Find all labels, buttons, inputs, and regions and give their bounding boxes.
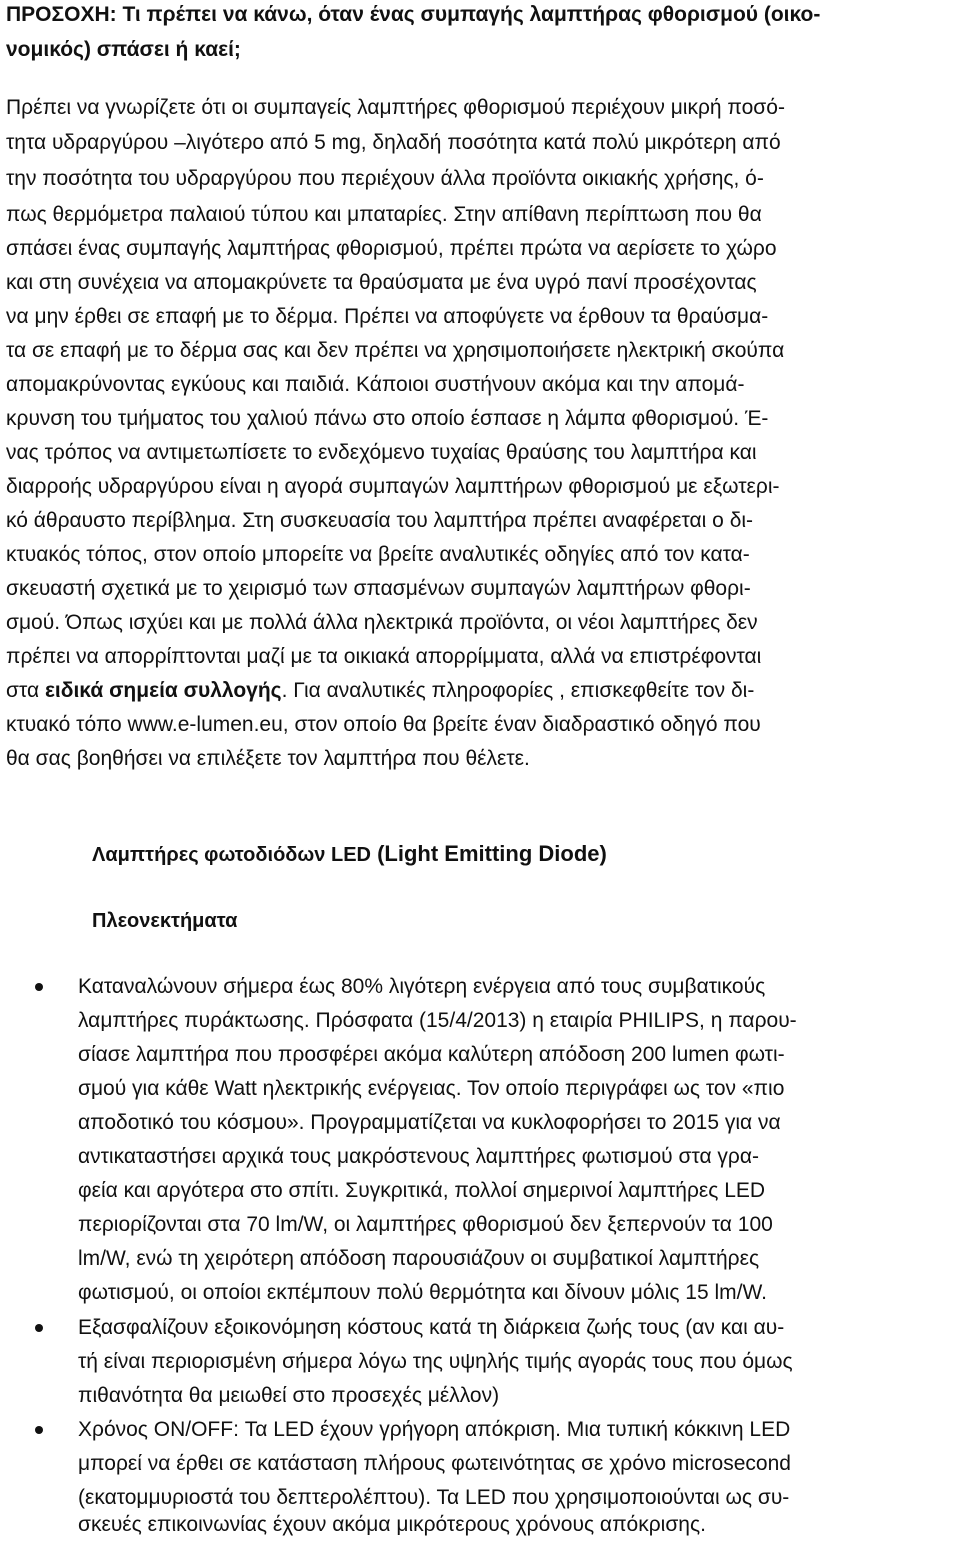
bullet-line: αντικαταστήσει αρχικά τους μακρόστενους λαμπτήρες φωτισμού στα γρα- <box>78 1145 759 1168</box>
warning-body-line: κτυακός τόπος, στον οποίο μπορείτε να βρείτε αναλυτικές οδηγίες από τον κατα- <box>6 543 750 566</box>
warning-body-line: σκευαστή σχετικά με το χειρισμό των σπασμένων συμπαγών λαμπτήρων φθορι- <box>6 577 751 600</box>
warning-body-line: πρέπει να απορρίπτονται μαζί με τα οικιακά απορρίμματα, αλλά να επιστρέφονται <box>6 645 762 668</box>
warning-title-line-1: ΠΡΟΣΟΧΗ: Τι πρέπει να κάνω, όταν ένας συμπαγής λαμπτήρας φθορισμού (οικο- <box>6 3 821 26</box>
warning-body-line: τητα υδραργύρου –λιγότερο από 5 mg, δηλαδή ποσότητα κατά πολύ μικρότερη από <box>6 131 781 154</box>
warning-body-line: κρυνση του τμήματος του χαλιού πάνω στο οποίο έσπασε η λάμπα φθορισμού. Έ- <box>6 407 769 430</box>
warning-body-line: την ποσότητα του υδραργύρου που περιέχουν άλλα προϊόντα οικιακής χρήσης, ό- <box>6 167 764 190</box>
advantages-subheading: Πλεονεκτήματα <box>92 910 238 932</box>
warning-body-line: κό άθραυστο περίβλημα. Στη συσκευασία του λαμπτήρα πρέπει αναφέρεται ο δι- <box>6 509 754 532</box>
bullet-line: λαμπτήρες πυράκτωσης. Πρόσφατα (15/4/2013) η εταιρία PHILIPS, η παρου- <box>78 1009 797 1032</box>
bullet-line: Καταναλώνουν σήμερα έως 80% λιγότερη ενέργεια από τους συμβατικούς <box>78 975 766 998</box>
bullet-line: πιθανότητα θα μειωθεί στο προσεχές μέλλον) <box>78 1384 500 1407</box>
bullet-dot-icon <box>35 983 43 991</box>
collection-points-emphasis: ειδικά σημεία συλλογής <box>44 679 282 702</box>
text-fragment: στα <box>6 679 45 702</box>
bullet-line: Χρόνος ON/OFF: Τα LED έχουν γρήγορη απόκριση. Μια τυπική κόκκινη LED <box>78 1418 791 1441</box>
warning-body-line: να μην έρθει σε επαφή με το δέρμα. Πρέπει να αποφύγετε να έρθουν τα θραύσμα- <box>6 305 769 328</box>
heading-greek: Λαμπτήρες φωτοδιόδων LED <box>92 844 371 866</box>
heading-english: (Light Emitting Diode) <box>370 841 607 866</box>
bullet-line: σκευές επικοινωνίας έχουν ακόμα μικρότερους χρόνους απόκρισης. <box>78 1513 706 1536</box>
warning-title-line-2: νομικός) σπάσει ή καεί; <box>6 38 241 61</box>
bullet-line: μπορεί να έρθει σε κατάσταση πλήρους φωτεινότητας σε χρόνο microsecond <box>78 1452 791 1475</box>
bullet-line: σμού για κάθε Watt ηλεκτρικής ενέργειας. Τον οποίο περιγράφει ως τον «πιο <box>78 1077 785 1100</box>
bullet-dot-icon <box>35 1324 43 1332</box>
bullet-line: Εξασφαλίζουν εξοικονόμηση κόστους κατά τη διάρκεια ζωής τους (αν και αυ- <box>78 1316 785 1339</box>
warning-body-line: κτυακό τόπο www.e-lumen.eu, στον οποίο θα βρείτε έναν διαδραστικό οδηγό που <box>6 713 761 736</box>
led-section-heading <box>92 838 607 871</box>
bullet-dot-icon <box>35 1426 43 1434</box>
bullet-line: τή είναι περιορισμένη σήμερα λόγω της υψηλής τιμής αγοράς τους που όμως <box>78 1350 793 1373</box>
warning-body-line: διαρροής υδραργύρου είναι η αγορά συμπαγών λαμπτήρων φθορισμού με εξωτερι- <box>6 475 780 498</box>
text-fragment: . Για αναλυτικές πληροφορίες , επισκεφθείτε τον δι- <box>281 679 755 702</box>
bullet-line: φωτισμού, οι οποίοι εκπέμπουν πολύ θερμότητα και δίνουν μόλις 15 lm/W. <box>78 1281 767 1304</box>
bullet-line: φεία και αργότερα στο σπίτι. Συγκριτικά, πολλοί σημερινοί λαμπτήρες LED <box>78 1179 766 1202</box>
bullet-line: σίασε λαμπτήρα που προσφέρει ακόμα καλύτερη απόδοση 200 lumen φωτι- <box>78 1043 785 1066</box>
warning-body-line: σμού. Όπως ισχύει και με πολλά άλλα ηλεκτρικά προϊόντα, οι νέοι λαμπτήρες δεν <box>6 611 758 634</box>
warning-body-line: θα σας βοηθήσει να επιλέξετε τον λαμπτήρα που θέλετε. <box>6 747 530 770</box>
warning-body-line: πως θερμόμετρα παλαιού τύπου και μπαταρίες. Στην απίθανη περίπτωση που θα <box>6 203 762 226</box>
warning-body-line: σπάσει ένας συμπαγής λαμπτήρας φθορισμού, πρέπει πρώτα να αερίσετε το χώρο <box>6 237 777 260</box>
warning-body-line: απομακρύνοντας εγκύους και παιδιά. Κάποιοι συστήνουν ακόμα και την απομά- <box>6 373 745 396</box>
bullet-line: lm/W, ενώ τη χειρότερη απόδοση παρουσιάζουν οι συμβατικοί λαμπτήρες <box>78 1247 760 1270</box>
bullet-line: αποδοτικό του κόσμου». Προγραμματίζεται να κυκλοφορήσει το 2015 για να <box>78 1111 781 1134</box>
bullet-line: περιορίζονται στα 70 lm/W, οι λαμπτήρες φθορισμού δεν ξεπερνούν τα 100 <box>78 1213 773 1236</box>
bullet-line: (εκατομμυριοστά του δεπτερολέπτου). Τα LED που χρησιμοποιούνται ως συ- <box>78 1486 790 1509</box>
warning-body-line: Πρέπει να γνωρίζετε ότι οι συμπαγείς λαμπτήρες φθορισμού περιέχουν μικρή ποσό- <box>6 96 785 119</box>
warning-body-line: τα σε επαφή με το δέρμα σας και δεν πρέπει να χρησιμοποιήσετε ηλεκτρική σκούπα <box>6 339 785 362</box>
warning-body-line-collection <box>6 676 754 706</box>
warning-body-line: νας τρόπος να αντιμετωπίσετε το ενδεχόμενο τυχαίας θραύσης του λαμπτήρα και <box>6 441 757 464</box>
warning-body-line: και στη συνέχεια να απομακρύνετε τα θραύσματα με ένα υγρό πανί προσέχοντας <box>6 271 757 294</box>
